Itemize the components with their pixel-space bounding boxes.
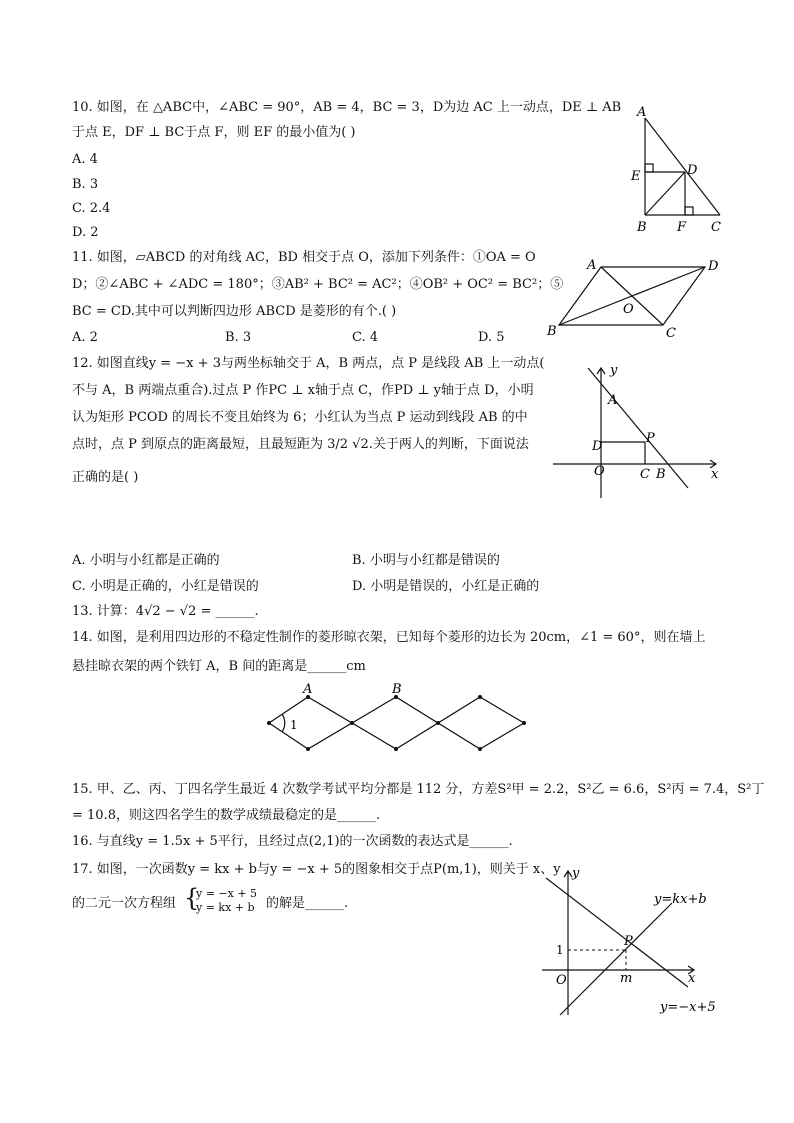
q12-stem-line4: 点时，点 P 到原点的距离最短，且最短距为 3/2 √2.关于两人的判断，下面说法 [72, 437, 529, 452]
q12-label-b: B [656, 467, 666, 482]
q12-stem-line1: 12. 如图直线y = −x + 3与两坐标轴交于 A，B 两点，点 P 是线段 AB 上一动点( [72, 356, 545, 371]
q12-label-y: y [610, 363, 618, 378]
q10-figure [625, 100, 735, 235]
q16-stem: 16. 与直线y = 1.5x + 5平行，且经过点(2,1)的一次函数的表达式是______. [72, 834, 513, 849]
q17-figure [538, 865, 738, 1023]
q12-label-x: x [711, 467, 719, 482]
q13-stem: 13. 计算：4√2 − √2 = ______. [72, 604, 259, 619]
q12-option-c: C. 小明是正确的，小红是错误的 [72, 579, 259, 594]
q14-stem-line1: 14. 如图，是利用四边形的不稳定性制作的菱形晾衣架，已知每个菱形的边长为 20cm，∠1 = 60°，则在墙上 [72, 630, 706, 645]
q11-stem-line3: BC = CD.其中可以判断四边形 ABCD 是菱形的有个.( ) [72, 304, 397, 319]
q10-label-c: C [711, 220, 721, 235]
q14-label-angle: 1 [290, 718, 298, 732]
q11-figure [545, 255, 725, 340]
q17-stem-line2-post: 的解是______. [266, 896, 349, 911]
q12-option-d: D. 小明是错误的，小红是正确的 [352, 579, 540, 594]
q12-option-a: A. 小明与小红都是正确的 [72, 553, 220, 568]
q17-label-x: x [688, 971, 696, 986]
q17-label-line1: y=kx+b [654, 892, 707, 907]
q17-label-line2: y=−x+5 [660, 1000, 716, 1015]
q12-option-b: B. 小明与小红都是错误的 [352, 553, 500, 568]
q11-stem-line2: D；②∠ABC + ∠ADC = 180°；③AB² + BC² = AC²；④OB² + OC² = BC²；⑤ [72, 277, 564, 292]
q10-label-f: F [677, 220, 687, 235]
q11-label-b: B [547, 324, 557, 339]
q12-label-c: C [640, 467, 650, 482]
q17-eq1: y = −x + 5 [196, 887, 258, 900]
q11-option-a: A. 2 [72, 330, 98, 345]
q10-option-a: A. 4 [72, 152, 98, 167]
q17-label-p: P [624, 934, 633, 949]
q12-label-d: D [592, 439, 603, 454]
q12-stem-line2: 不与 A，B 两端点重合).过点 P 作PC ⊥ x轴于点 C，作PD ⊥ y轴于点 D，小明 [72, 383, 534, 398]
q11-stem-line1: 11. 如图，▱ABCD 的对角线 AC，BD 相交于点 O，添加下列条件：①OA = O [72, 250, 536, 265]
q14-stem-line2: 悬挂晾衣架的两个铁钉 A，B 间的距离是______cm [72, 659, 366, 674]
q10-stem-line1: 10. 如图，在 △ABC中，∠ABC = 90°，AB = 4，BC = 3，D为边 AC 上一动点，DE ⊥ AB [72, 100, 622, 115]
q10-option-b: B. 3 [72, 177, 99, 192]
q11-label-c: C [666, 326, 676, 341]
q17-stem-line2-pre: 的二元一次方程组 [72, 896, 177, 911]
q10-option-c: C. 2.4 [72, 201, 111, 216]
q12-stem-line5: 正确的是( ) [72, 470, 139, 485]
q11-label-a: A [587, 258, 597, 273]
q17-label-one: 1 [556, 943, 564, 957]
q15-stem-line2: = 10.8，则这四名学生的数学成绩最稳定的是______. [72, 808, 381, 823]
q12-stem-line3: 认为矩形 PCOD 的周长不变且始终为 6；小红认为当点 P 运动到线段 AB 的中 [72, 410, 528, 425]
q11-option-b: B. 3 [225, 330, 252, 345]
q11-label-o: O [623, 302, 634, 317]
q10-label-e: E [631, 169, 641, 184]
q10-stem-line2: 于点 E，DF ⊥ BC于点 F，则 EF 的最小值为( ) [72, 125, 356, 140]
q11-label-d: D [708, 259, 719, 274]
q17-label-y: y [572, 866, 580, 881]
q11-option-d: D. 5 [478, 330, 505, 345]
q12-label-o: O [594, 464, 605, 479]
q12-label-p: P [646, 431, 655, 446]
q10-label-d: D [687, 163, 698, 178]
q14-label-a: A [303, 682, 313, 697]
q10-label-a: A [637, 105, 647, 120]
q17-brace: { [184, 884, 200, 912]
q11-option-c: C. 4 [352, 330, 379, 345]
q14-figure [262, 683, 534, 755]
q14-label-b: B [392, 682, 402, 697]
q17-label-m: m [620, 971, 633, 986]
q17-eq2: y = kx + b [196, 901, 255, 914]
q17-label-o: O [556, 973, 567, 988]
q12-label-a: A [608, 393, 618, 408]
q12-figure [548, 362, 728, 502]
q10-label-b: B [637, 220, 647, 235]
q17-stem-line1: 17. 如图，一次函数y = kx + b与y = −x + 5的图象相交于点P(m,1)，则关于 x、y [72, 862, 561, 877]
q10-option-d: D. 2 [72, 225, 99, 240]
q15-stem-line1: 15. 甲、乙、丙、丁四名学生最近 4 次数学考试平均分都是 112 分，方差S²甲 = 2.2，S²乙 = 6.6，S²丙 = 7.4，S²丁 [72, 782, 765, 797]
